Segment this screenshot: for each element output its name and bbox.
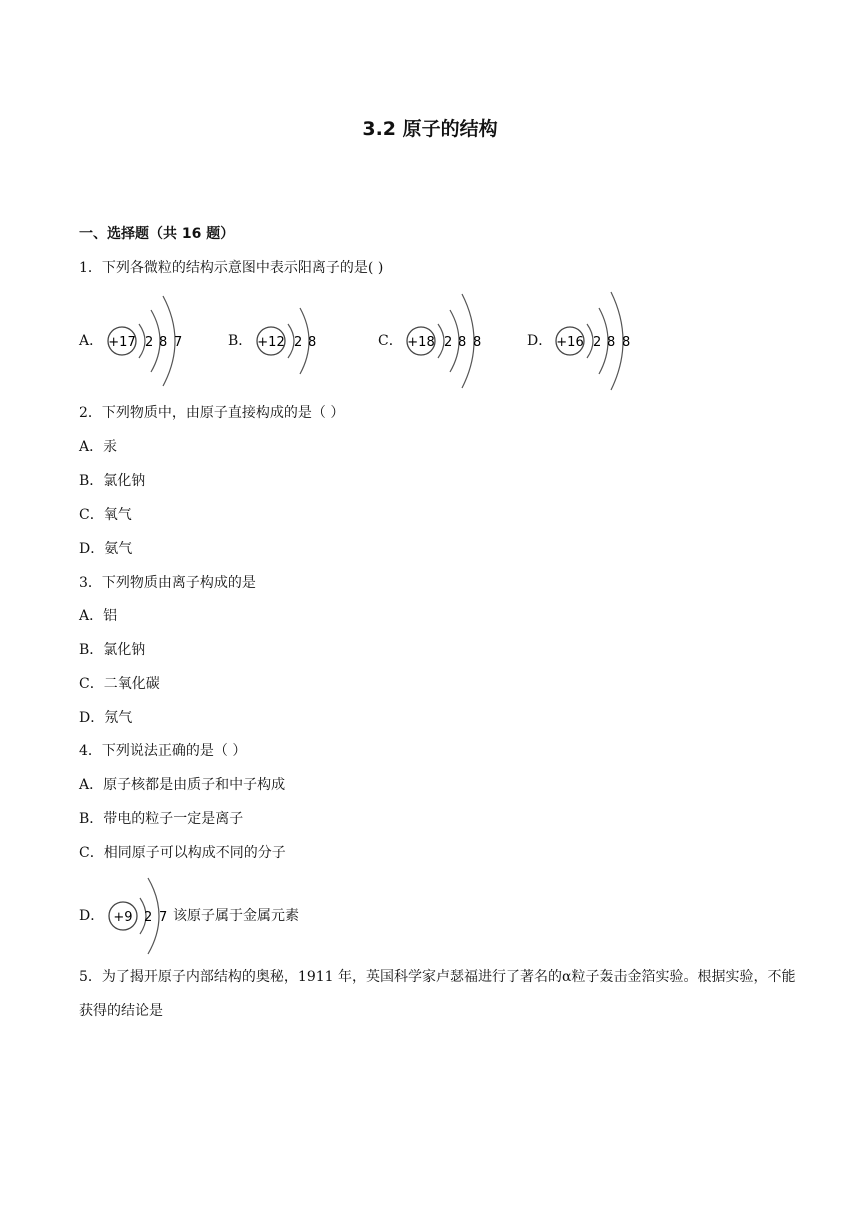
q1-option-d xyxy=(527,288,677,388)
q3-option: D．氖气 xyxy=(79,710,133,726)
atom-structure-diagram xyxy=(99,288,229,388)
nucleus-charge: +18 xyxy=(407,335,435,350)
shell-electron-count: 8 xyxy=(458,335,467,350)
shell-electron-count: 2 xyxy=(294,335,303,350)
q1-option-c xyxy=(378,288,528,388)
q3-option: C．二氧化碳 xyxy=(79,676,160,692)
option-label: D． xyxy=(527,333,553,349)
shell-electron-count: 8 xyxy=(159,335,168,350)
page-title: 3.2 原子的结构 xyxy=(362,118,498,140)
option-label: A． xyxy=(79,333,104,349)
question-1-stem: 1．下列各微粒的结构示意图中表示阳离子的是( ) xyxy=(79,260,384,276)
shell-electron-count: 8 xyxy=(308,335,317,350)
shell-electron-count: 7 xyxy=(174,335,183,350)
nucleus-charge: +16 xyxy=(556,335,584,350)
q2-option: A．汞 xyxy=(79,439,118,455)
q4-option: A．原子核都是由质子和中子构成 xyxy=(79,777,286,793)
q3-option: A．铝 xyxy=(79,608,118,624)
option-label: C． xyxy=(378,333,403,349)
option-label: B． xyxy=(228,333,253,349)
q2-option: C．氧气 xyxy=(79,507,132,523)
q4-option-d xyxy=(79,872,339,956)
q2-option: D．氨气 xyxy=(79,541,133,557)
nucleus-charge: +17 xyxy=(108,335,136,350)
option-label: D． xyxy=(79,908,105,924)
shell-electron-count: 8 xyxy=(622,335,631,350)
section-heading: 一、选择题（共 16 题） xyxy=(79,226,235,242)
q1-option-b xyxy=(228,288,378,388)
question-2-stem: 2．下列物质中，由原子直接构成的是（ ） xyxy=(79,405,345,421)
q3-option: B．氯化钠 xyxy=(79,642,146,658)
shell-electron-count: 2 xyxy=(145,335,154,350)
nucleus-charge: +12 xyxy=(257,335,285,350)
option-text: 该原子属于金属元素 xyxy=(173,908,299,924)
nucleus-charge: +9 xyxy=(113,910,133,925)
shell-electron-count: 8 xyxy=(607,335,616,350)
q2-option: B．氯化钠 xyxy=(79,473,146,489)
q4-option: C．相同原子可以构成不同的分子 xyxy=(79,845,286,861)
atom-structure-diagram xyxy=(104,872,174,956)
q4-option: B．带电的粒子一定是离子 xyxy=(79,811,244,827)
question-5-stem: 5．为了揭开原子内部结构的奥秘，1911 年，英国科学家卢瑟福进行了著名的α粒子轰击金箔实验。根据实验，不能获得的结论是 xyxy=(79,969,796,1019)
shell-electron-count: 2 xyxy=(144,910,153,925)
atom-structure-diagram xyxy=(398,288,528,388)
shell-electron-count: 7 xyxy=(159,910,168,925)
shell-electron-count: 8 xyxy=(473,335,482,350)
shell-electron-count: 2 xyxy=(593,335,602,350)
question-3-stem: 3．下列物质由离子构成的是 xyxy=(79,575,256,591)
question-4-stem: 4．下列说法正确的是（ ） xyxy=(79,743,247,759)
atom-structure-diagram xyxy=(547,288,677,388)
shell-electron-count: 2 xyxy=(444,335,453,350)
q1-option-a xyxy=(79,288,229,388)
atom-structure-diagram xyxy=(248,288,358,388)
